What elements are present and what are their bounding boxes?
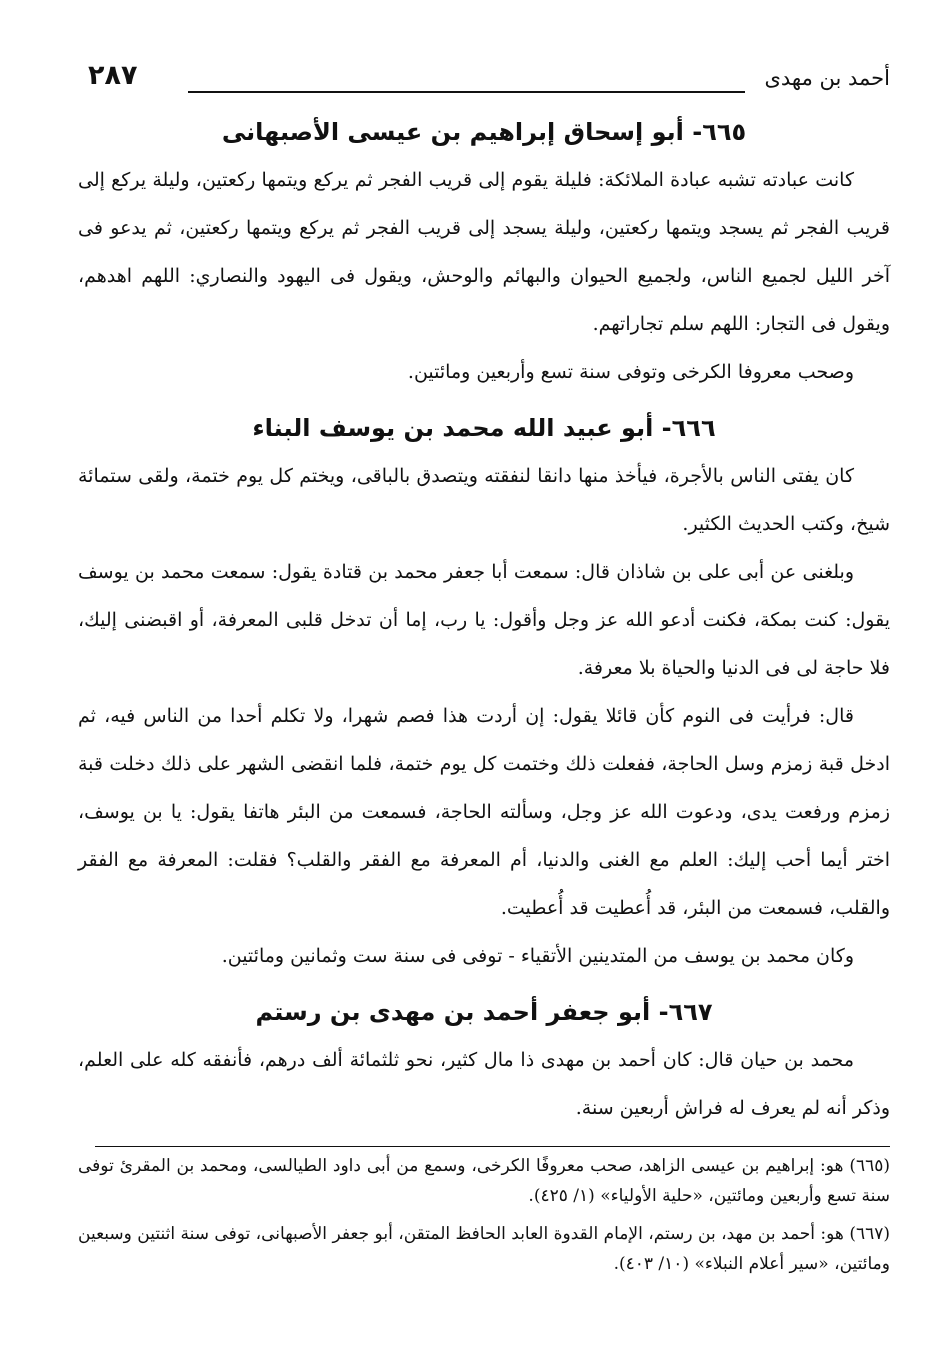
paragraph: محمد بن حيان قال: كان أحمد بن مهدى ذا مال كثير، نحو ثلثمائة ألف درهم، فأنفقه كله على العلم، وذكر أنه لم يعرف له فراش أربعين سنة. (78, 1049, 890, 1119)
page-number: ٢٨٧ (88, 60, 138, 91)
entry-heading: ٦٦٦- أبو عبيد الله محمد بن يوسف البناء (252, 414, 716, 442)
entry-heading: ٦٦٥- أبو إسحاق إبراهيم بن عيسى الأصبهانى (221, 118, 747, 146)
book-page (78, 60, 890, 1287)
running-title: أحمد بن مهدى (764, 66, 890, 90)
entry-667 (78, 992, 890, 1132)
footnote-665: (٦٦٥) هو: إبراهيم بن عيسى الزاهد، صحب معروفًا الكرخى، وسمع من أبى داود الطيالسى، ومحمد بن المقرئ توفى سنة تسع وأربعين ومائتين، «حلية الأولياء» (١/ ٤٢٥). (78, 1156, 890, 1206)
footnotes (78, 1151, 890, 1279)
paragraph: كان يفتى الناس بالأجرة، فيأخذ منها دانقا لنفقته ويتصدق بالباقى، ويختم كل يوم ختمة، ولقى ستمائة شيخ، وكتب الحديث الكثير. (78, 465, 890, 535)
paragraph: وصحب معروفا الكرخى وتوفى سنة تسع وأربعين ومائتين. (407, 361, 854, 383)
footnote-667: (٦٦٧) هو: أحمد بن مهد، بن رستم، الإمام القدوة العابد الحافظ المتقن، أبو جعفر الأصبهانى، توفى سنة اثنتين وسبعين ومائتين، «سير أعلام النبلاء» (١٠/ ٤٠٣). (78, 1224, 890, 1274)
paragraph: قال: فرأيت فى النوم كأن قائلا يقول: إن أردت هذا فصم شهرا، ولا تكلم أحدا من الناس فيه، ثم ادخل قبة زمزم وسل الحاجة، ففعلت ذلك وختمت كل يوم ختمة، فلما انقضى الشهر على ذلك دخلت قبة زمزم ورفعت يدى، ودعوت الله عز وجل، وسألته الحاجة، فسمعت من البئر هاتفا يقول: يا بن يوسف، اختر أيما أحب إليك: العلم مع الغنى والدنيا، أم المعرفة مع الفقر والقلب؟ فقلت: المعرفة مع الفقر والقلب، فسمعت من البئر، قد أُعطيت قد أُعطيت. (78, 705, 890, 919)
footnote-rule (95, 1146, 890, 1147)
paragraph: وبلغنى عن أبى على بن شاذان قال: سمعت أبا جعفر محمد بن قتادة يقول: سمعت محمد بن يوسف يقول: كنت بمكة، فكنت أدعو الله عز وجل وأقول: يا رب، إما أن تدخل قلبى المعرفة، أو اقبضنى إليك، فلا حاجة لى فى الدنيا والحياة بلا معرفة. (78, 561, 890, 679)
paragraph: كانت عبادته تشبه عبادة الملائكة: فليلة يقوم إلى قريب الفجر ثم يركع ويتمها ركعتين، وليلة يركع إلى قريب الفجر ثم يسجد ويتمها ركعتين، وليلة يسجد إلى قريب الفجر ثم يركع ويتمها ركعتين، ثم يدعو فى آخر الليل لجميع الناس، ولجميع الحيوان والبهائم والوحش، ويقول فى اليهود والنصاري: اللهم اهدهم، ويقول فى التجار: اللهم سلم تجاراتهم. (78, 169, 890, 335)
paragraph: وكان محمد بن يوسف من المتدينين الأتقياء - توفى فى سنة ست وثمانين ومائتين. (221, 945, 854, 967)
entry-heading: ٦٦٧- أبو جعفر أحمد بن مهدى بن رستم (255, 998, 713, 1026)
entry-665 (78, 112, 890, 396)
header-rule (188, 91, 745, 93)
entry-666 (78, 408, 890, 980)
running-header (78, 60, 890, 100)
